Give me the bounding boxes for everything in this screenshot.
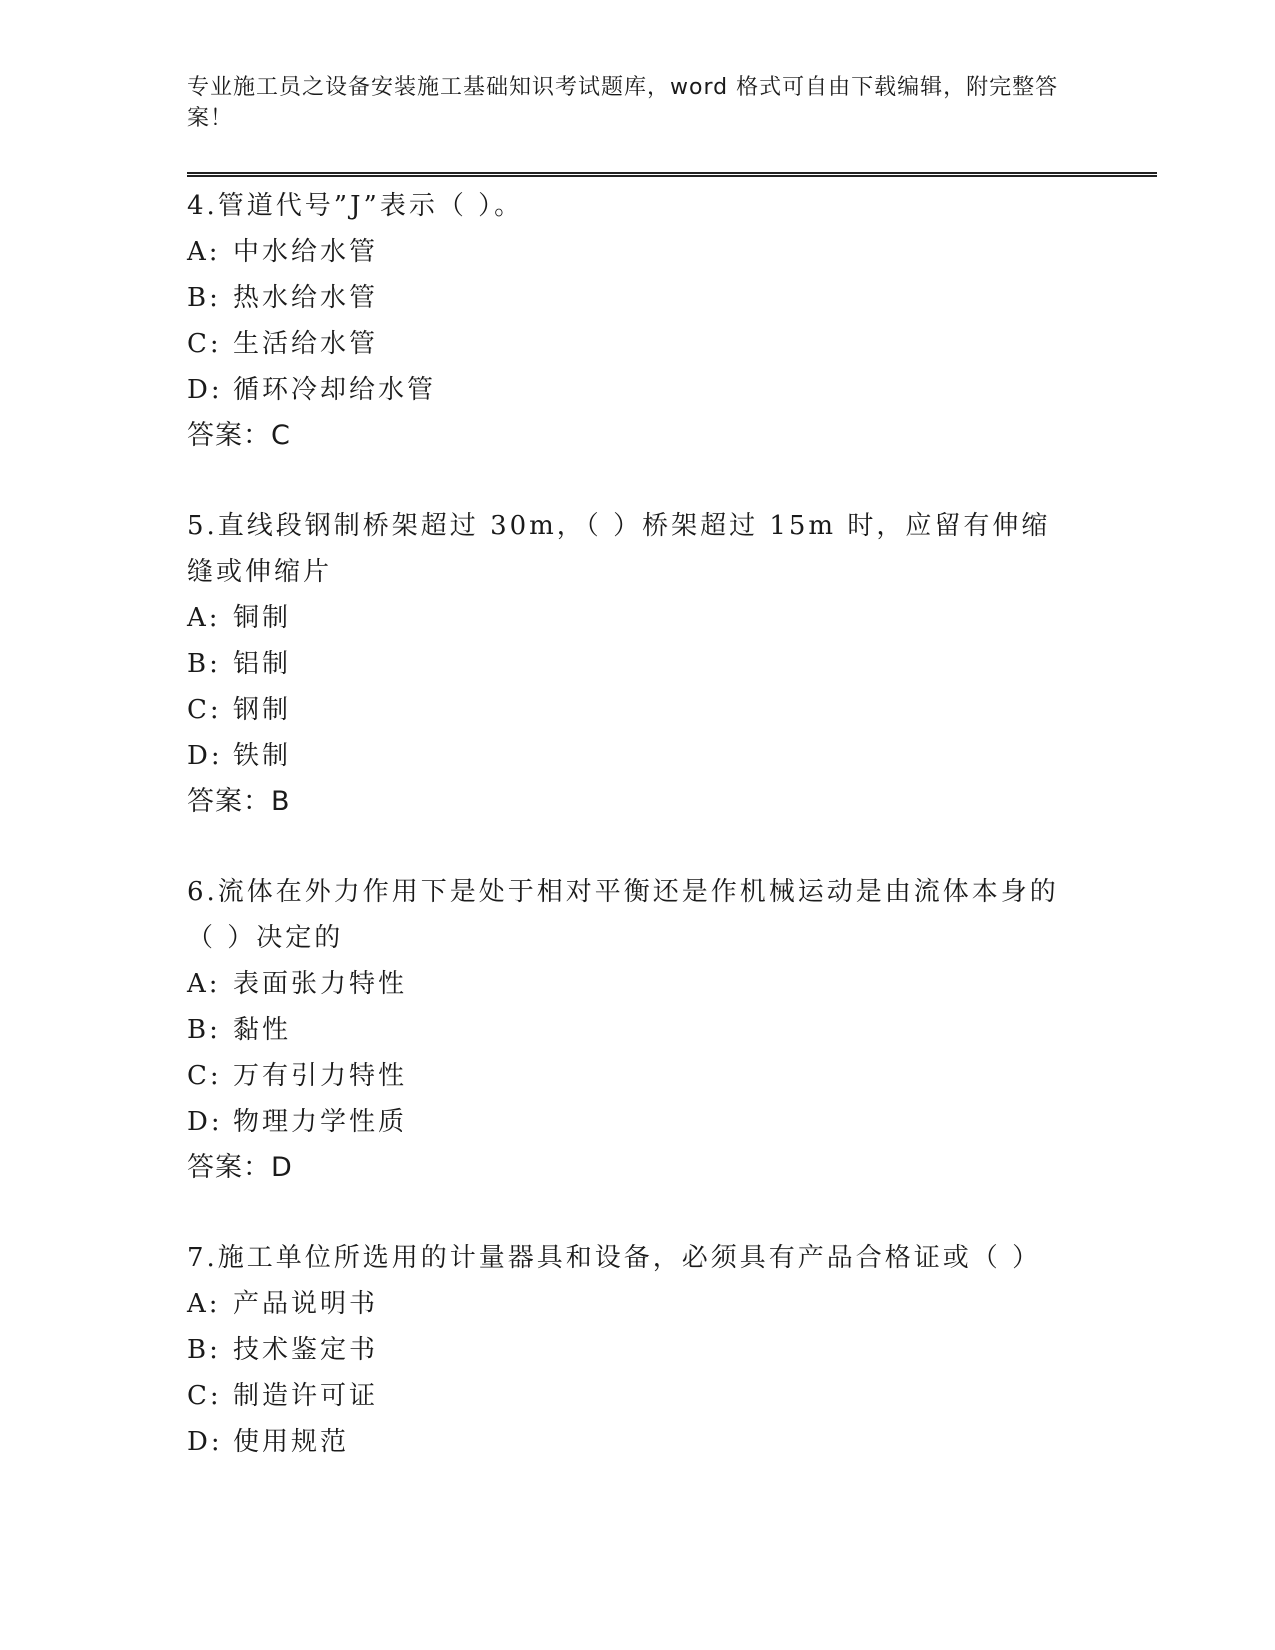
- option-text: 生活给水管: [233, 329, 379, 359]
- document-intro: 专业施工员之设备安装施工基础知识考试题库，word 格式可自由下载编辑，附完整答案！: [187, 75, 1059, 131]
- option-key: C:: [187, 1061, 222, 1091]
- option-key: B:: [187, 1335, 221, 1365]
- option-text: 中水给水管: [233, 237, 379, 267]
- option-key: A:: [187, 1289, 221, 1319]
- option-text: 循环冷却给水管: [233, 375, 437, 405]
- option-a: [187, 229, 1157, 275]
- answer-line: 答案：C: [187, 420, 291, 451]
- option-text: 铁制: [233, 741, 292, 771]
- option-key: C:: [187, 329, 222, 359]
- option-key: D:: [187, 1107, 223, 1137]
- question-6: [187, 869, 1157, 1191]
- document-page: [187, 72, 1157, 1465]
- question-text: 5.直线段钢制桥架超过 30m，（ ）桥架超过 15m 时，应留有伸缩缝或伸缩片: [187, 511, 1051, 587]
- option-text: 铝制: [233, 649, 292, 679]
- option-a: [187, 1281, 1157, 1327]
- option-c: [187, 687, 1157, 733]
- option-key: A:: [187, 969, 221, 999]
- option-key: B:: [187, 1015, 221, 1045]
- spacer: [187, 459, 1157, 503]
- option-key: B:: [187, 283, 221, 313]
- option-key: C:: [187, 695, 222, 725]
- option-key: C:: [187, 1381, 222, 1411]
- option-text: 使用规范: [233, 1427, 350, 1457]
- question-7: [187, 1235, 1157, 1465]
- option-a: [187, 961, 1157, 1007]
- option-text: 钢制: [233, 695, 292, 725]
- option-text: 产品说明书: [233, 1289, 379, 1319]
- option-a: [187, 595, 1157, 641]
- spacer: [187, 1191, 1157, 1235]
- answer-line: 答案：D: [187, 1152, 293, 1183]
- option-key: A:: [187, 603, 221, 633]
- question-text: 6.流体在外力作用下是处于相对平衡还是作机械运动是由流体本身的（ ）决定的: [187, 877, 1059, 953]
- option-text: 黏性: [233, 1015, 292, 1045]
- option-text: 表面张力特性: [233, 969, 408, 999]
- option-c: [187, 1373, 1157, 1419]
- double-rule-divider: [187, 172, 1157, 177]
- option-text: 制造许可证: [233, 1381, 379, 1411]
- spacer: [187, 825, 1157, 869]
- option-b: [187, 275, 1157, 321]
- option-b: [187, 641, 1157, 687]
- option-text: 铜制: [233, 603, 292, 633]
- option-b: [187, 1007, 1157, 1053]
- option-d: [187, 733, 1157, 779]
- option-key: D:: [187, 375, 223, 405]
- option-b: [187, 1327, 1157, 1373]
- option-d: [187, 1419, 1157, 1465]
- option-text: 热水给水管: [233, 283, 379, 313]
- option-d: [187, 367, 1157, 413]
- option-key: B:: [187, 649, 221, 679]
- answer-line: 答案：B: [187, 786, 291, 817]
- option-text: 技术鉴定书: [233, 1335, 379, 1365]
- option-c: [187, 321, 1157, 367]
- question-5: [187, 503, 1157, 825]
- option-text: 万有引力特性: [233, 1061, 408, 1091]
- option-c: [187, 1053, 1157, 1099]
- question-text: 4.管道代号”J”表示（ ）。: [187, 191, 524, 221]
- option-d: [187, 1099, 1157, 1145]
- question-4: [187, 183, 1157, 459]
- option-key: A:: [187, 237, 221, 267]
- question-text: 7.施工单位所选用的计量器具和设备，必须具有产品合格证或（ ）: [187, 1243, 1042, 1273]
- option-key: D:: [187, 1427, 223, 1457]
- option-key: D:: [187, 741, 223, 771]
- option-text: 物理力学性质: [233, 1107, 408, 1137]
